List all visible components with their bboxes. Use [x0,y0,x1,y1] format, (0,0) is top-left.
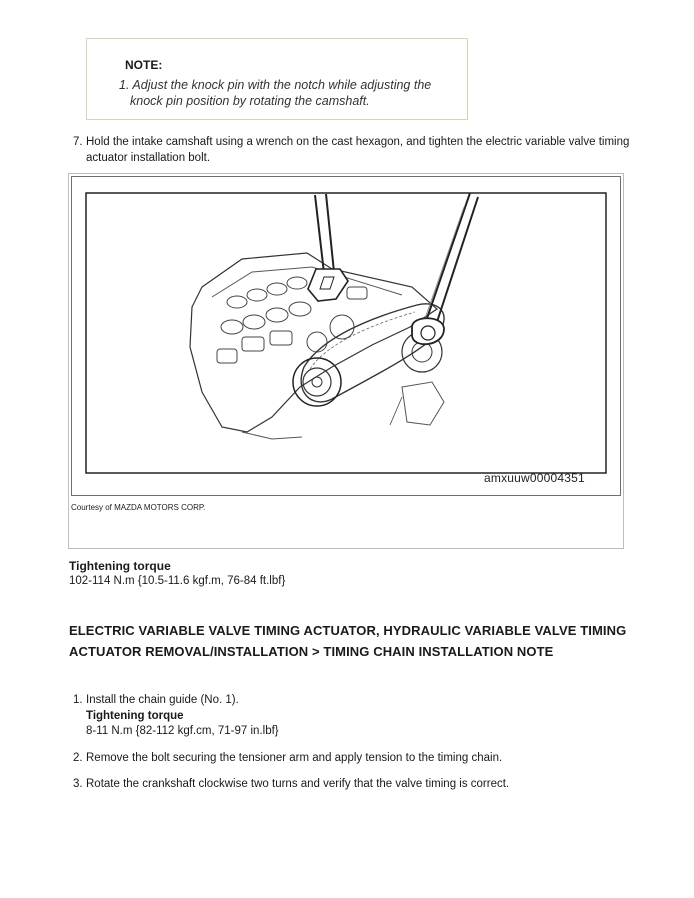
figure-code: amxuuw00004351 [484,471,585,485]
step-torque-value: 8-11 N.m {82-112 kgf.cm, 71-97 in.lbf} [86,725,279,737]
step-number: 3. [73,778,83,790]
procedure-step-1 [73,693,633,740]
figure-courtesy: Courtesy of MAZDA MOTORS CORP. [71,503,206,512]
procedure-step-7 [73,134,633,166]
note-item: 1. Adjust the knock pin with the notch while adjusting the knock pin position by rotating the camshaft. [119,78,432,108]
torque-label: Tightening torque [69,559,171,573]
figure-frame [68,173,624,549]
procedure-steps [73,693,633,804]
note-title: NOTE: [125,58,163,72]
figure-illustration [71,176,621,496]
step-number: 1. [73,694,83,706]
step-number: 7. [73,136,83,148]
engine-wrench-illustration [72,177,620,495]
step-text: Install the chain guide (No. 1). [86,694,239,706]
step-number: 2. [73,751,83,764]
section-heading: ELECTRIC VARIABLE VALVE TIMING ACTUATOR, HYDRAULIC VARIABLE VALVE TIMING ACTUATOR REMOVAL/INSTALLATION > TIMING CHAIN INSTALLATION NOTE [69,623,627,659]
step-text: Rotate the crankshaft clockwise two turns and verify that the valve timing is correct. [86,778,510,790]
step-text: Hold the intake camshaft using a wrench on the cast hexagon, and tighten the electric variable valve timing actuator installation bolt. [86,136,630,164]
procedure-step-3 [73,777,633,793]
procedure-step-2 [73,751,633,767]
torque-value: 102-114 N.m {10.5-11.6 kgf.m, 76-84 ft.lbf} [69,575,286,587]
step-torque-label: Tightening torque [86,709,184,722]
step-text: Remove the bolt securing the tensioner arm and apply tension to the timing chain. [86,751,503,764]
note-box [86,38,468,120]
